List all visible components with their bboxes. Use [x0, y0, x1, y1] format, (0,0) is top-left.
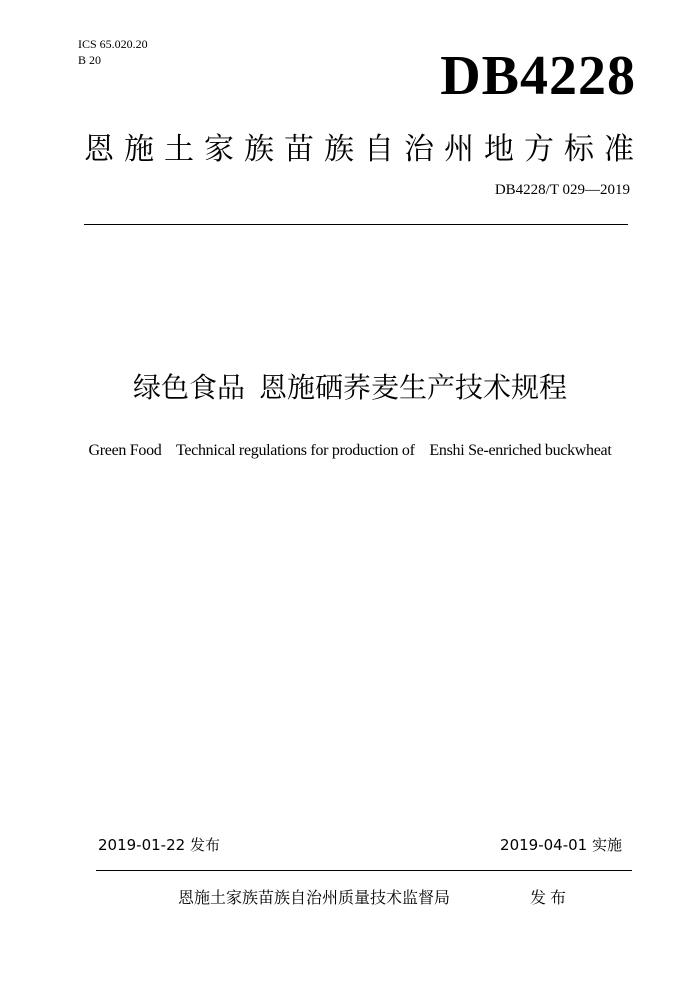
- issuing-authority-title: 恩施土家族苗族自治州地方标准: [84, 132, 644, 167]
- ics-code: ICS 65.020.20: [78, 37, 148, 51]
- document-title-english: Green Food Technical regulations for production of Enshi Se-enriched buckwheat: [88, 442, 612, 459]
- standard-number: DB4228/T 029—2019: [494, 182, 630, 198]
- classification-codes: [78, 36, 148, 68]
- title-cn-part1: 绿色食品: [132, 371, 245, 404]
- ccs-code: B 20: [78, 53, 102, 67]
- document-title-chinese: [0, 368, 700, 408]
- title-cn-part2: 恩施硒荞麦生产技术规程: [259, 371, 568, 404]
- issue-date: 2019-01-22 发布: [98, 836, 220, 854]
- footer-divider: [96, 870, 632, 871]
- header-divider: [84, 224, 628, 225]
- implementation-date: 2019-04-01 实施: [500, 836, 622, 854]
- issue-label: 发布: [530, 888, 571, 907]
- standard-series-code: DB4228: [440, 45, 636, 107]
- issuing-organization: 恩施土家族苗族自治州质量技术监督局: [178, 888, 451, 907]
